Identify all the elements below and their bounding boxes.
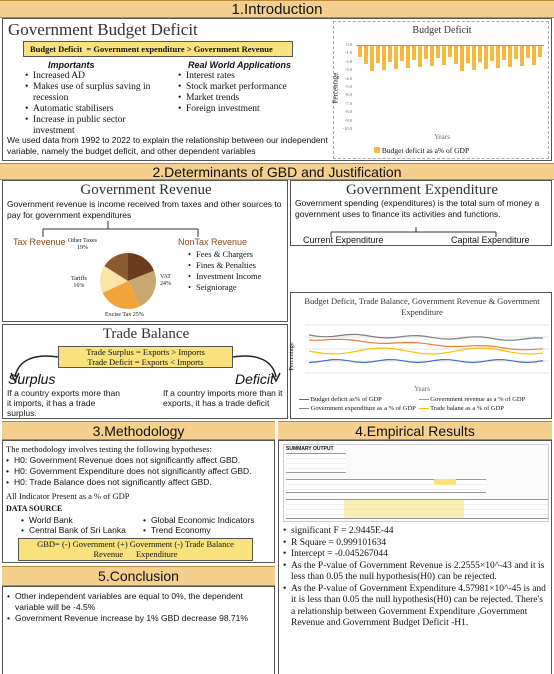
applications-list bbox=[178, 71, 318, 115]
list-item: • Government Revenue increase by 1% GBD decrease 98.71% bbox=[7, 613, 272, 624]
current-expenditure-label: Current Expenditure bbox=[303, 235, 384, 245]
deficit-bar bbox=[472, 45, 476, 70]
deficit-bar bbox=[364, 45, 368, 64]
list-item: • Increased AD bbox=[25, 71, 165, 82]
regression-equation bbox=[18, 538, 253, 561]
list-item: • World Bank bbox=[21, 515, 141, 525]
list-item: • Intercept = -0.045267044 bbox=[283, 549, 549, 561]
nontax-list bbox=[188, 249, 288, 293]
importants-heading: Importants bbox=[48, 60, 95, 70]
data-source-left bbox=[21, 515, 141, 535]
y-tick-label: -9.0 bbox=[344, 117, 352, 123]
deficit-bar bbox=[406, 45, 410, 68]
section-band-methodology: 3.Methodology bbox=[2, 421, 275, 440]
expenditure-definition: Government spending (expenditures) is the total sum of money a government uses to finance its activities and functions. bbox=[295, 198, 540, 219]
combined-line-chart bbox=[305, 321, 549, 381]
list-item: • Stock market performance bbox=[178, 82, 318, 93]
y-tick-label: -4.0 bbox=[344, 75, 352, 81]
deficit-bar bbox=[526, 45, 530, 58]
y-tick-label: -2.0 bbox=[344, 58, 352, 64]
list-item: • Interest rates bbox=[178, 71, 318, 82]
list-item: • H0: Government Expenditure does not significantly affect GBD. bbox=[6, 466, 274, 477]
series-line bbox=[309, 339, 543, 349]
methodology-panel bbox=[2, 440, 275, 563]
y-tick-label: -6.0 bbox=[344, 92, 352, 98]
tax-revenue-pie bbox=[98, 251, 158, 311]
deficit-bar bbox=[538, 45, 542, 57]
list-item: • Fees & Chargers bbox=[188, 249, 288, 260]
deficit-bar bbox=[370, 45, 374, 71]
page-title: Government Budget Deficit bbox=[8, 20, 198, 39]
deficit-bar bbox=[358, 45, 362, 57]
summary-heading: SUMMARY OUTPUT bbox=[286, 446, 334, 452]
deficit-bar bbox=[508, 45, 512, 67]
list-item: • As the P-value of Government Expenditure 4.57981×10^-45 is and it is less than 0.05 the null hypothesis(H0) can be rejected. There's a relationship between Government Expenditure ,Government Revenue and Government Budget Deficit -H1. bbox=[283, 584, 549, 630]
deficit-bar bbox=[460, 45, 464, 71]
deficit-bar bbox=[484, 45, 488, 69]
conclusion-panel bbox=[2, 586, 275, 674]
anova-block bbox=[286, 479, 486, 493]
indicator-note: All Indicator Present as a % of GDP bbox=[6, 491, 130, 501]
deficit-bar bbox=[418, 45, 422, 67]
list-item: • Investment Income bbox=[188, 271, 288, 282]
nontax-revenue-heading: NonTax Revenue bbox=[178, 237, 248, 247]
formula-label: Budget Deficit bbox=[30, 44, 83, 54]
data-source-right bbox=[143, 515, 273, 535]
legend-item: Government revenue as a % of GDP bbox=[419, 395, 526, 404]
deficit-bar bbox=[466, 45, 470, 63]
data-source-heading: DATA SOURCE bbox=[6, 504, 63, 513]
list-item: • Other independent variables are equal to 0%, the dependent variable will be -4.5% bbox=[7, 591, 272, 613]
pie-label-tariffs: Tariffs 16% bbox=[71, 276, 87, 289]
y-tick-label: 0.0 bbox=[346, 42, 352, 47]
list-item: • H0: Government Revenue does not significantly affect GBD. bbox=[6, 455, 274, 466]
y-tick-label: -3.0 bbox=[344, 67, 352, 73]
coefficients-highlight bbox=[344, 500, 464, 518]
deficit-bar bbox=[376, 45, 380, 63]
equation-line: GBD= (-) Government (+) Government (-) Trade Balance bbox=[37, 539, 234, 549]
deficit-bar bbox=[388, 45, 392, 62]
revenue-panel bbox=[2, 180, 288, 322]
deficit-bar bbox=[496, 45, 500, 68]
surplus-label: Surplus bbox=[8, 371, 56, 387]
legend-item: Government expenditure as a % of GDP bbox=[299, 404, 417, 413]
deficit-bar bbox=[448, 45, 452, 57]
legend-item: Trade balane as a % of GDP bbox=[419, 404, 504, 413]
y-tick-label: -1.0 bbox=[344, 50, 352, 56]
pie-label-vat: VAT 24% bbox=[160, 274, 171, 287]
chart2-legend bbox=[299, 395, 549, 413]
applications-heading: Real World Applications bbox=[188, 60, 292, 70]
chart2-y-label: Percentage bbox=[287, 342, 295, 371]
budget-deficit-formula bbox=[23, 41, 293, 57]
list-item: • As the P-value of Government Revenue is 2.2555×10^-43 and it is less than 0.05 the null hypothesis(H0) can be rejected. bbox=[283, 561, 549, 584]
list-item: • Makes use of surplus saving in recession bbox=[25, 82, 165, 104]
deficit-bar bbox=[454, 45, 458, 64]
deficit-bar bbox=[532, 45, 536, 65]
formula-text: = Government expenditure > Government Revenue bbox=[86, 44, 273, 54]
y-tick-label: -5.0 bbox=[344, 84, 352, 89]
chart-zero-line bbox=[356, 45, 544, 46]
revenue-definition: Government revenue is income received from taxes and other sources to pay for government expenditures bbox=[7, 199, 282, 220]
chart-title: Budget Deficit bbox=[412, 25, 472, 36]
budget-deficit-chart bbox=[333, 21, 549, 159]
pie-label-other: Other Taxes 19% bbox=[68, 238, 97, 251]
list-item: • Fines & Penalties bbox=[188, 260, 288, 271]
section-band-determinants: 2.Determinants of GBD and Justification bbox=[0, 163, 554, 180]
list-item: • Increase in public sector investment bbox=[25, 115, 165, 137]
deficit-bar bbox=[442, 45, 446, 65]
conclusion-list bbox=[7, 591, 272, 624]
expenditure-panel bbox=[290, 180, 552, 246]
list-item: • Central Bank of Sri Lanka bbox=[21, 525, 141, 535]
x-axis-label: Years bbox=[434, 133, 450, 141]
pie-label-excise: Excise Tax 25% bbox=[105, 312, 144, 318]
trade-balance-panel bbox=[2, 324, 288, 419]
revenue-title: Government Revenue bbox=[80, 182, 212, 198]
tax-revenue-heading: Tax Revenue bbox=[13, 237, 66, 247]
y-tick-label: -10.0 bbox=[342, 126, 352, 131]
hypotheses-list bbox=[6, 455, 274, 488]
deficit-bar bbox=[394, 45, 398, 69]
significance-highlight bbox=[434, 479, 456, 485]
legend-item: Budget deficit as% of GDP bbox=[299, 395, 417, 404]
section-band-conclusion: 5.Conclusion bbox=[2, 566, 275, 586]
trade-surplus-formula: Trade Surplus = Exports > Imports bbox=[86, 347, 205, 357]
list-item: • Foreign investment bbox=[178, 104, 318, 115]
summary-output-table bbox=[283, 444, 549, 522]
chart2-title: Budget Deficit, Trade Balance, Government Revenue & Government Expenditure bbox=[304, 296, 540, 317]
deficit-bar bbox=[514, 45, 518, 59]
deficit-bar bbox=[478, 45, 482, 62]
list-item: • R Square = 0.999101634 bbox=[283, 538, 549, 550]
regression-stats-block bbox=[286, 453, 346, 473]
list-item: • Automatic stabilisers bbox=[25, 104, 165, 115]
y-axis-label: Percentage bbox=[331, 72, 340, 104]
trade-deficit-formula: Trade Deficit = Exports < Imports bbox=[87, 357, 204, 367]
legend-label: Budget deficit as a% of GDP bbox=[381, 146, 470, 155]
methodology-intro: The methodology involves testing the following hypotheses: bbox=[6, 444, 212, 454]
deficit-bar bbox=[502, 45, 506, 60]
legend-swatch bbox=[374, 147, 380, 153]
importants-list bbox=[25, 71, 165, 137]
deficit-label: Deficit bbox=[235, 371, 274, 387]
deficit-bar bbox=[412, 45, 416, 60]
section-band-empirical: 4.Empirical Results bbox=[278, 421, 552, 440]
list-item: • Seigniorage bbox=[188, 282, 288, 293]
list-item: • H0: Trade Balance does not significantly affect GBD. bbox=[6, 477, 274, 488]
list-item: • Global Economic Indicators bbox=[143, 515, 273, 525]
deficit-bar bbox=[382, 45, 386, 70]
trade-balance-title: Trade Balance bbox=[102, 326, 190, 342]
deficit-bar bbox=[430, 45, 434, 66]
deficit-bar bbox=[436, 45, 440, 58]
deficit-bar bbox=[520, 45, 524, 66]
deficit-bar bbox=[424, 45, 428, 59]
deficit-explanation: If a country imports more than it exports, it has a trade deficit bbox=[163, 388, 283, 408]
deficit-bar bbox=[400, 45, 404, 61]
introduction-panel bbox=[2, 18, 552, 161]
deficit-bar bbox=[490, 45, 494, 61]
list-item: • significant F = 2.9445E-44 bbox=[283, 526, 549, 538]
surplus-explanation: If a country exports more than it imports, it has a trade surplus. bbox=[7, 388, 120, 418]
combined-chart-panel bbox=[287, 292, 552, 419]
section-band-introduction: 1.Introduction bbox=[0, 0, 554, 18]
chart-legend bbox=[374, 146, 469, 155]
y-tick-label: -7.0 bbox=[344, 100, 352, 106]
list-item: • Market trends bbox=[178, 93, 318, 104]
empirical-panel bbox=[278, 440, 552, 674]
results-list bbox=[283, 526, 549, 630]
data-note: We used data from 1992 to 2022 to explain the relationship between our independent variable, namely the budget deficit, and other dependent variables bbox=[7, 135, 328, 156]
expenditure-title: Government Expenditure bbox=[345, 182, 499, 198]
y-tick-label: -8.0 bbox=[344, 109, 352, 115]
equation-sub: Revenue Expenditure bbox=[93, 549, 178, 559]
capital-expenditure-label: Capital Expenditure bbox=[451, 235, 530, 245]
list-item: • Trend Economy bbox=[143, 525, 273, 535]
chart2-x-label: Years bbox=[414, 385, 430, 393]
